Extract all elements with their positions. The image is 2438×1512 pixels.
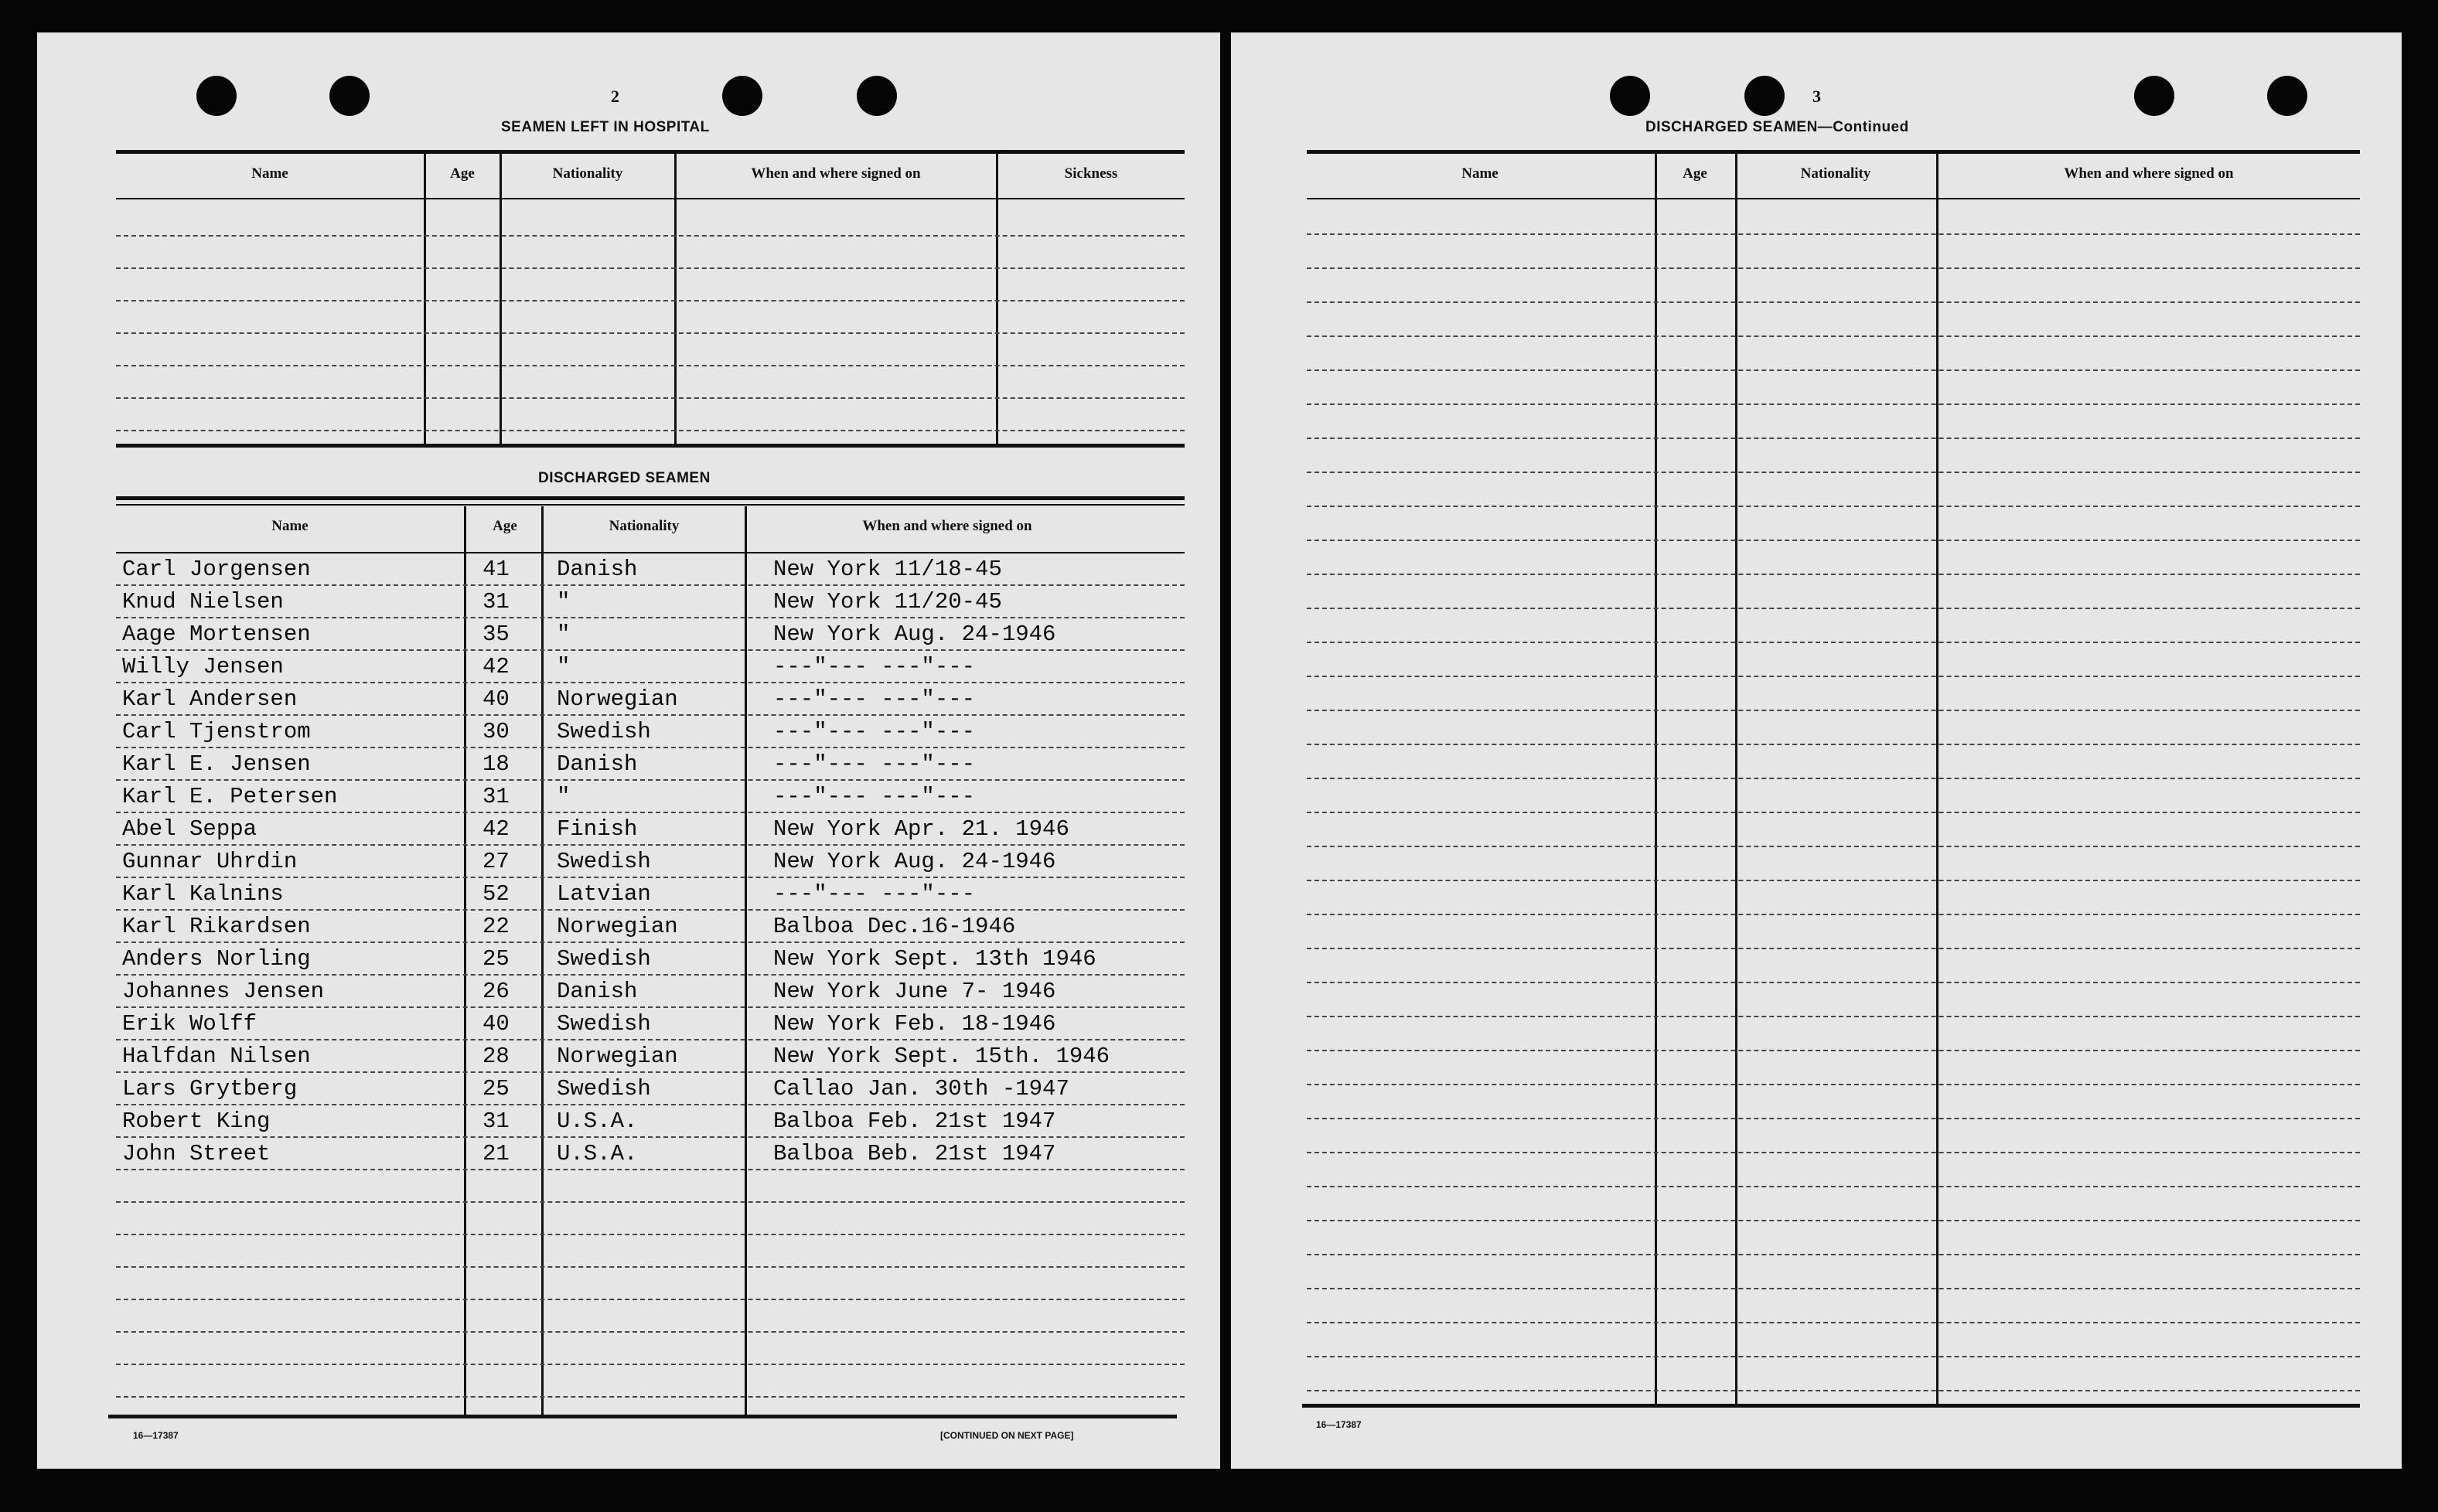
seaman-age: 35 <box>482 621 510 647</box>
hospital-header-name: Name <box>251 165 288 182</box>
page-number: 2 <box>611 87 619 106</box>
seaman-name: Karl Rikardsen <box>122 914 311 939</box>
discharged-section-title: DISCHARGED SEAMEN <box>538 470 711 486</box>
seaman-name: Carl Tjenstrom <box>122 719 311 744</box>
seaman-nationality: U.S.A. <box>557 1108 638 1134</box>
punch-hole <box>722 76 762 116</box>
seaman-name: Gunnar Uhrdin <box>122 849 298 874</box>
left-page <box>37 32 1220 1469</box>
seaman-signed-on: New York Aug. 24-1946 <box>773 849 1056 874</box>
seaman-nationality: Swedish <box>557 946 651 972</box>
seaman-nationality: Latvian <box>557 881 651 907</box>
seaman-signed-on: ---"--- ---"--- <box>773 881 976 907</box>
seaman-nationality: Finish <box>557 816 638 842</box>
punch-hole <box>196 76 237 116</box>
seaman-signed-on: Balboa Beb. 21st 1947 <box>773 1141 1056 1166</box>
discharged-header-signed-on: When and where signed on <box>862 518 1032 534</box>
seaman-signed-on: ---"--- ---"--- <box>773 654 976 679</box>
punch-hole <box>1744 76 1785 116</box>
seaman-age: 52 <box>482 881 510 907</box>
seaman-nationality: " <box>557 621 571 647</box>
seaman-signed-on: Balboa Feb. 21st 1947 <box>773 1108 1056 1134</box>
seaman-signed-on: New York 11/20-45 <box>773 589 1002 615</box>
seaman-name: Carl Jorgensen <box>122 557 311 582</box>
seaman-nationality: Norwegian <box>557 686 678 712</box>
seaman-nationality: Norwegian <box>557 914 678 939</box>
seaman-age: 42 <box>482 654 510 679</box>
seaman-age: 31 <box>482 589 510 615</box>
punch-hole <box>857 76 897 116</box>
seaman-name: Karl E. Petersen <box>122 784 338 809</box>
seaman-age: 31 <box>482 784 510 809</box>
seaman-name: John Street <box>122 1141 271 1166</box>
punch-hole <box>329 76 370 116</box>
seaman-signed-on: ---"--- ---"--- <box>773 751 976 777</box>
seaman-signed-on: New York Apr. 21. 1946 <box>773 816 1069 842</box>
form-number: 16—17387 <box>133 1430 179 1441</box>
hospital-header-sickness: Sickness <box>1064 165 1118 182</box>
seaman-signed-on: New York Sept. 13th 1946 <box>773 946 1096 972</box>
seaman-name: Robert King <box>122 1108 271 1134</box>
seaman-signed-on: ---"--- ---"--- <box>773 784 976 809</box>
seaman-age: 27 <box>482 849 510 874</box>
hospital-header-nationality: Nationality <box>552 165 623 182</box>
seaman-signed-on: New York June 7- 1946 <box>773 979 1056 1004</box>
seaman-age: 41 <box>482 557 510 582</box>
seaman-nationality: " <box>557 784 571 809</box>
seaman-age: 40 <box>482 1011 510 1037</box>
discharged-header-name: Name <box>271 518 309 534</box>
seaman-name: Lars Grytberg <box>122 1076 298 1102</box>
seaman-nationality: Swedish <box>557 719 651 744</box>
seaman-age: 28 <box>482 1044 510 1069</box>
seaman-nationality: " <box>557 654 571 679</box>
hospital-section-title: SEAMEN LEFT IN HOSPITAL <box>501 119 710 135</box>
seaman-name: Aage Mortensen <box>122 621 311 647</box>
seaman-age: 21 <box>482 1141 510 1166</box>
seaman-name: Knud Nielsen <box>122 589 284 615</box>
seaman-name: Karl Kalnins <box>122 881 284 907</box>
punch-hole <box>2267 76 2307 116</box>
seaman-age: 18 <box>482 751 510 777</box>
seaman-nationality: Danish <box>557 751 638 777</box>
seaman-signed-on: Balboa Dec.16-1946 <box>773 914 1016 939</box>
seaman-age: 25 <box>482 946 510 972</box>
right-header-nationality: Nationality <box>1800 165 1871 182</box>
discharged-header-age: Age <box>493 518 517 534</box>
seaman-nationality: Swedish <box>557 1011 651 1037</box>
seaman-name: Abel Seppa <box>122 816 257 842</box>
seaman-signed-on: ---"--- ---"--- <box>773 719 976 744</box>
seaman-signed-on: New York 11/18-45 <box>773 557 1002 582</box>
punch-hole <box>2134 76 2174 116</box>
hospital-header-age: Age <box>450 165 475 182</box>
seaman-nationality: " <box>557 589 571 615</box>
seaman-signed-on: New York Aug. 24-1946 <box>773 621 1056 647</box>
seaman-nationality: U.S.A. <box>557 1141 638 1166</box>
seaman-age: 30 <box>482 719 510 744</box>
seaman-signed-on: New York Feb. 18-1946 <box>773 1011 1056 1037</box>
discharged-header-nationality: Nationality <box>609 518 680 534</box>
seaman-name: Karl E. Jensen <box>122 751 311 777</box>
seaman-nationality: Norwegian <box>557 1044 678 1069</box>
seaman-nationality: Swedish <box>557 849 651 874</box>
seaman-age: 31 <box>482 1108 510 1134</box>
right-page <box>1231 32 2402 1469</box>
seaman-signed-on: Callao Jan. 30th -1947 <box>773 1076 1069 1102</box>
form-number: 16—17387 <box>1316 1419 1362 1430</box>
seaman-nationality: Swedish <box>557 1076 651 1102</box>
seaman-nationality: Danish <box>557 979 638 1004</box>
seaman-name: Halfdan Nilsen <box>122 1044 311 1069</box>
right-header-name: Name <box>1461 165 1499 182</box>
seaman-name: Erik Wolff <box>122 1011 257 1037</box>
seaman-age: 22 <box>482 914 510 939</box>
seaman-age: 40 <box>482 686 510 712</box>
seaman-age: 25 <box>482 1076 510 1102</box>
seaman-nationality: Danish <box>557 557 638 582</box>
continued-note: [CONTINUED ON NEXT PAGE] <box>940 1430 1074 1441</box>
seaman-signed-on: ---"--- ---"--- <box>773 686 976 712</box>
seaman-name: Anders Norling <box>122 946 311 972</box>
hospital-header-signed-on: When and where signed on <box>751 165 921 182</box>
page-number: 3 <box>1812 87 1821 106</box>
punch-hole <box>1610 76 1650 116</box>
seaman-signed-on: New York Sept. 15th. 1946 <box>773 1044 1110 1069</box>
seaman-age: 26 <box>482 979 510 1004</box>
seaman-name: Johannes Jensen <box>122 979 325 1004</box>
seaman-age: 42 <box>482 816 510 842</box>
seaman-name: Karl Andersen <box>122 686 298 712</box>
right-section-title: DISCHARGED SEAMEN—Continued <box>1645 119 1909 135</box>
right-header-age: Age <box>1683 165 1707 182</box>
seaman-name: Willy Jensen <box>122 654 284 679</box>
right-header-signed-on: When and where signed on <box>2064 165 2234 182</box>
